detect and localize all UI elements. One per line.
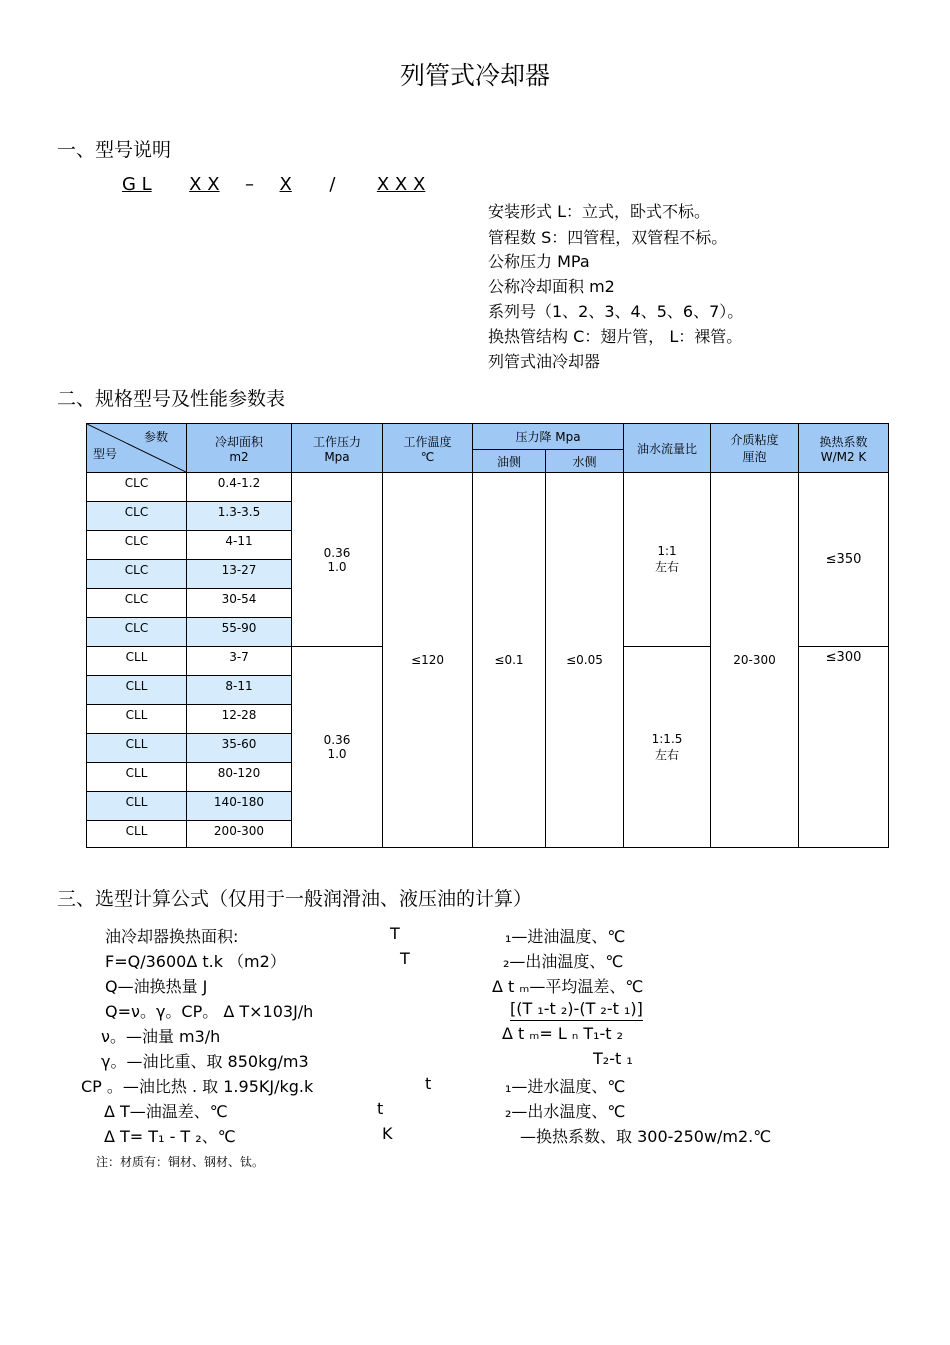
cell-pressure-group-b: 0.36 1.0 <box>292 647 383 848</box>
code-part: X X X <box>376 174 426 195</box>
formula-line: Δ T—油温差、℃ <box>104 1102 228 1121</box>
formula-line: F=Q/3600Δ t.k （m2） <box>105 952 286 971</box>
header-pressure: 工作压力 Mpa <box>292 424 383 473</box>
cell-ratio-group-a: 1:1 左右 <box>624 473 711 647</box>
cell-area: 55-90 <box>187 618 292 647</box>
cell-area: 1.3-3.5 <box>187 502 292 531</box>
cell-area: 30-54 <box>187 589 292 618</box>
cell-model: CLL <box>87 792 187 821</box>
header-temp: 工作温度 ℃ <box>383 424 473 473</box>
cell-area: 200-300 <box>187 821 292 848</box>
cell-coef-group-a: ≤350 <box>799 473 889 647</box>
cell-area: 35-60 <box>187 734 292 763</box>
formula-line: ₁—进油温度、℃ <box>505 927 626 946</box>
cell-area: 80-120 <box>187 763 292 792</box>
formula-line: ₂—出油温度、℃ <box>503 952 624 971</box>
cell-area: 13-27 <box>187 560 292 589</box>
section3-heading: 三、选型计算公式（仅用于一般润滑油、液压油的计算） <box>57 888 533 910</box>
code-part: X <box>279 174 292 195</box>
cell-model: CLL <box>87 763 187 792</box>
header-oil-side: 油侧 <box>473 450 546 473</box>
cell-model: CLL <box>87 705 187 734</box>
formula-line: Δ t ₘ= L ₙ T₁-t ₂ <box>502 1024 624 1043</box>
cell-model: CLC <box>87 502 187 531</box>
legend-item: 安装形式 L：立式，卧式不标。 <box>488 202 711 221</box>
cell-model: CLC <box>87 618 187 647</box>
cell-model: CLL <box>87 734 187 763</box>
header-viscosity: 介质粘度 厘泡 <box>711 424 799 473</box>
cell-model: CLC <box>87 589 187 618</box>
cell-temp: ≤120 <box>383 473 473 848</box>
cell-oil-drop: ≤0.1 <box>473 473 546 848</box>
header-param: 参数 <box>143 430 168 444</box>
formula-symbol: T <box>390 924 400 943</box>
cell-model: CLL <box>87 647 187 676</box>
legend-item: 换热管结构 C：翅片管， L：裸管。 <box>488 327 743 346</box>
header-model: 型号 <box>93 447 118 461</box>
model-code <box>122 174 425 195</box>
header-diagonal-cell <box>87 424 187 473</box>
formula-symbol: T <box>400 949 410 968</box>
material-note: 注：材质有：铜材、钢材、钛。 <box>96 1155 265 1169</box>
formula-line: —换热系数、取 300-250w/m2.℃ <box>520 1127 772 1146</box>
cell-area: 0.4-1.2 <box>187 473 292 502</box>
formula-line: T₂-t ₁ <box>593 1049 633 1068</box>
formula-line: Q—油换热量 J <box>105 977 208 996</box>
formula-line: ₁—进水温度、℃ <box>505 1077 626 1096</box>
cell-area: 12-28 <box>187 705 292 734</box>
code-part: G L <box>122 174 152 195</box>
header-water-side: 水侧 <box>546 450 624 473</box>
formula-line: ν。—油量 m3/h <box>101 1027 221 1046</box>
legend-item: 管程数 S：四管程，双管程不标。 <box>488 228 728 247</box>
formula-line: γ。—油比重、取 850kg/m3 <box>101 1052 309 1071</box>
formula-symbol: K <box>382 1124 393 1143</box>
cell-area: 8-11 <box>187 676 292 705</box>
legend-item: 公称冷却面积 m2 <box>488 277 615 296</box>
cell-area: 140-180 <box>187 792 292 821</box>
formula-line: [(T ₁-t ₂)-(T ₂-t ₁)] <box>510 999 643 1021</box>
cell-area: 4-11 <box>187 531 292 560</box>
formula-line: CP 。—油比热 . 取 1.95KJ/kg.k <box>81 1077 314 1096</box>
cell-model: CLL <box>87 676 187 705</box>
cell-model: CLC <box>87 531 187 560</box>
cell-model: CLC <box>87 473 187 502</box>
formula-line: ₂—出水温度、℃ <box>505 1102 626 1121</box>
formula-symbol: t <box>377 1099 384 1118</box>
legend-item: 列管式油冷却器 <box>488 352 601 371</box>
formula-symbol: t <box>425 1074 432 1093</box>
cell-water-drop: ≤0.05 <box>546 473 624 848</box>
formula-line: Δ t ₘ—平均温差、℃ <box>492 977 644 996</box>
cell-ratio-group-b: 1:1.5 左右 <box>624 647 711 848</box>
section2-heading: 二、规格型号及性能参数表 <box>57 388 286 410</box>
legend-item: 公称压力 MPa <box>488 252 590 271</box>
header-pressure-drop: 压力降 Mpa <box>473 424 624 450</box>
spec-table <box>86 423 889 848</box>
legend-item: 系列号（1、2、3、4、5、6、7）。 <box>488 302 744 321</box>
cell-model: CLC <box>87 560 187 589</box>
formula-line: 油冷却器换热面积: <box>105 927 239 946</box>
formula-line: Δ T= T₁ - T ₂、℃ <box>104 1127 236 1146</box>
cell-coef-group-b: ≤300 <box>799 647 889 848</box>
cell-area: 3-7 <box>187 647 292 676</box>
page-title: 列管式冷却器 <box>399 61 550 90</box>
header-ratio: 油水流量比 <box>624 424 711 473</box>
code-part: X X <box>189 174 220 195</box>
code-part: – <box>245 174 255 195</box>
code-part: / <box>329 174 336 195</box>
header-coefficient: 换热系数 W/M2 K <box>799 424 889 473</box>
cell-model: CLL <box>87 821 187 848</box>
cell-pressure-group-a: 0.36 1.0 <box>292 473 383 647</box>
cell-viscosity: 20-300 <box>711 473 799 848</box>
section1-heading: 一、型号说明 <box>57 139 172 161</box>
header-area: 冷却面积 m2 <box>187 424 292 473</box>
formula-line: Q=ν。γ。CP。 Δ T×103J/h <box>105 1002 314 1021</box>
